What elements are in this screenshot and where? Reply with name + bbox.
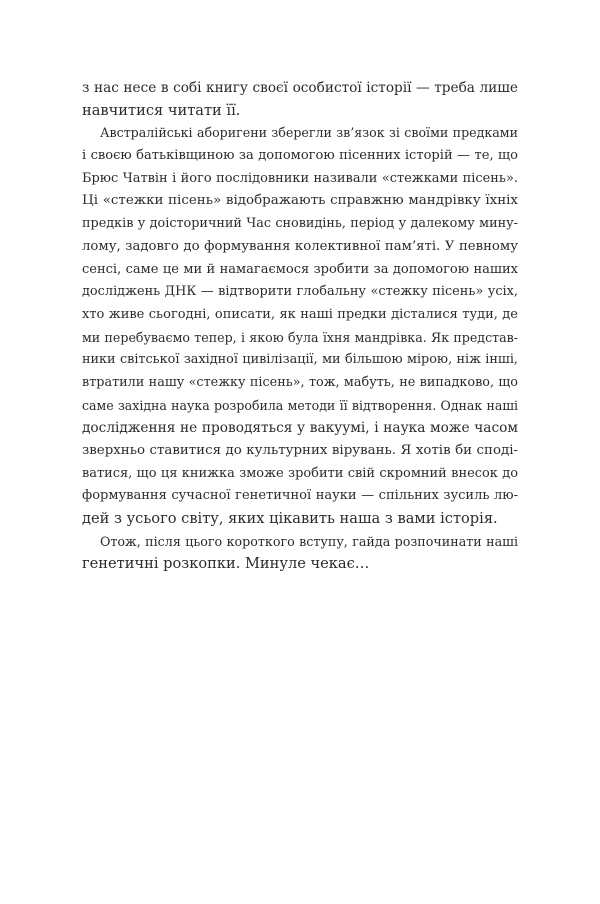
- text-line: Брюс Чатвін і його послідовники називали «стежками пісень».: [82, 170, 518, 186]
- text-line: Отож, після цього короткого вступу, гайда розпочинати наші: [100, 533, 518, 549]
- text-line: Ці «стежки пісень» відображають справжню мандрівку їхніх: [82, 193, 518, 209]
- text-line: досліджень ДНК — відтворити глобальну «стежку пісень» усіх,: [82, 284, 518, 300]
- text-line: з нас несе в собі книгу своєї особистої історії — треба лише: [82, 80, 518, 96]
- text-line: зверхньо ставитися до культурних вірувань. Я хотів би споді-: [82, 443, 518, 458]
- text-line: ники світської західної цивілізації, ми більшою мірою, ніж інші,: [82, 352, 518, 368]
- text-line: дослідження не проводяться у вакуумі, і наука може часом: [82, 420, 518, 437]
- text-line: сенсі, саме це ми й намагаємося зробити за допомогою наших: [82, 261, 518, 277]
- body-text: [82, 77, 518, 576]
- text-line: саме західна наука розробила методи її відтворення. Однак наші: [82, 397, 518, 413]
- text-line: ми перебуваємо тепер, і якою була їхня мандрівка. Як представ-: [82, 329, 518, 345]
- text-line: формування сучасної генетичної науки — спільних зусиль лю-: [82, 488, 518, 504]
- text-line: дей з усього світу, яких цікавить наша з вами історія.: [82, 510, 498, 528]
- text-line: предків у доісторичний Час сновидінь, період у далекому мину-: [82, 216, 518, 232]
- text-line: Австралійські аборигени зберегли зв’язок зі своїми предками: [100, 125, 518, 141]
- text-line: лому, задовго до формування колективної пам’яті. У певному: [82, 238, 518, 254]
- text-line: навчитися читати її.: [82, 101, 241, 119]
- text-line: втратили нашу «стежку пісень», тож, мабуть, не випадково, що: [82, 374, 518, 390]
- text-line: хто живе сьогодні, описати, як наші предки дісталися туди, де: [82, 306, 518, 322]
- text-line: генетичні розкопки. Минуле чекає…: [82, 555, 370, 573]
- text-line: ватися, що ця книжка зможе зробити свій скромний внесок до: [82, 465, 518, 481]
- text-line: і своєю батьківщиною за допомогою пісенних історій — те, що: [82, 148, 518, 164]
